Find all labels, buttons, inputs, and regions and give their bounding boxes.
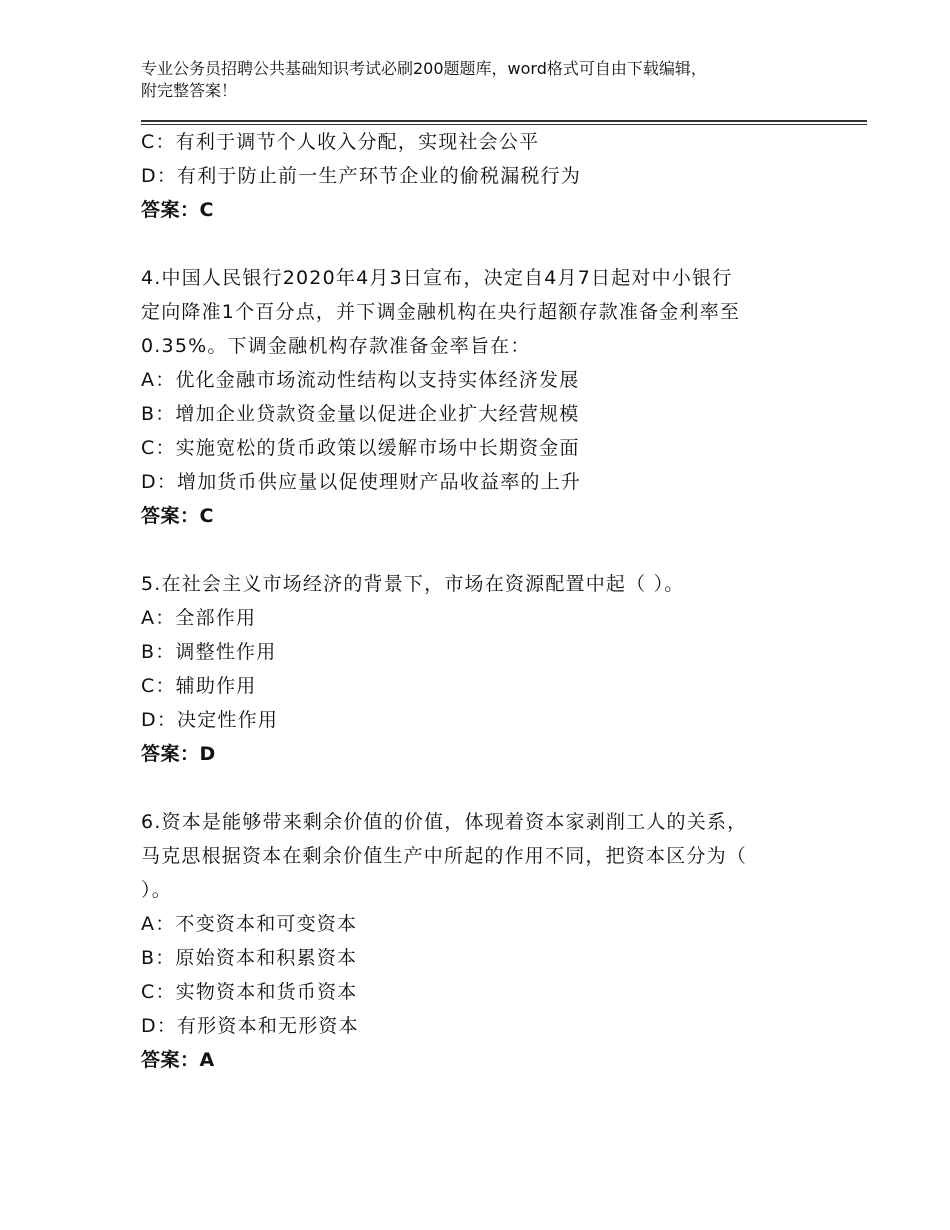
header-divider-thick [141,120,867,122]
question-line: 0.35%。下调金融机构存款准备金率旨在： [141,335,531,357]
answer-label: 答案：D [141,743,216,765]
option-d: D：有形资本和无形资本 [141,1015,359,1037]
option-d: D：有利于防止前一生产环节企业的偷税漏税行为 [141,165,582,187]
option-c: C：实施宽松的货币政策以缓解市场中长期资金面 [141,437,580,459]
header-line-2: 附完整答案！ [141,81,238,100]
option-b: B：调整性作用 [141,641,277,663]
question-line: 6.资本是能够带来剩余价值的价值，体现着资本家剥削工人的关系， [141,811,748,833]
option-b: B：原始资本和积累资本 [141,947,358,969]
question-line: 马克思根据资本在剩余价值生产中所起的作用不同，把资本区分为（ [141,845,748,867]
question-block-5 [141,567,801,771]
question-block-4 [141,261,801,533]
option-c: C：实物资本和货币资本 [141,981,358,1003]
option-a: A：全部作用 [141,607,257,629]
question-text [141,261,801,363]
answer-label: 答案：C [141,505,214,527]
question-line: 4.中国人民银行2020年4月3日宣布，决定自4月7日起对中小银行 [141,267,733,289]
option-a: A：优化金融市场流动性结构以支持实体经济发展 [141,369,580,391]
header-line-1: 专业公务员招聘公共基础知识考试必刷200题题库，word格式可自由下载编辑， [141,59,707,78]
option-c: C：辅助作用 [141,675,257,697]
answer-label: 答案：A [141,1049,215,1071]
option-d: D：决定性作用 [141,709,279,731]
question-block-3 [141,125,801,227]
question-line: ）。 [141,879,172,901]
question-block-6 [141,805,801,1077]
spacer [141,227,801,261]
option-b: B：增加企业贷款资金量以促进企业扩大经营规模 [141,403,580,425]
option-a: A：不变资本和可变资本 [141,913,358,935]
page-header [141,58,821,102]
option-d: D：增加货币供应量以促使理财产品收益率的上升 [141,471,582,493]
question-text [141,567,801,601]
answer-label: 答案：C [141,199,214,221]
spacer [141,771,801,805]
spacer [141,533,801,567]
question-line: 5.在社会主义市场经济的背景下，市场在资源配置中起（ ）。 [141,573,685,595]
question-content [141,125,801,1077]
option-c: C：有利于调节个人收入分配，实现社会公平 [141,131,540,153]
question-line: 定向降准1个百分点，并下调金融机构在央行超额存款准备金利率至 [141,301,741,323]
question-text [141,805,801,907]
